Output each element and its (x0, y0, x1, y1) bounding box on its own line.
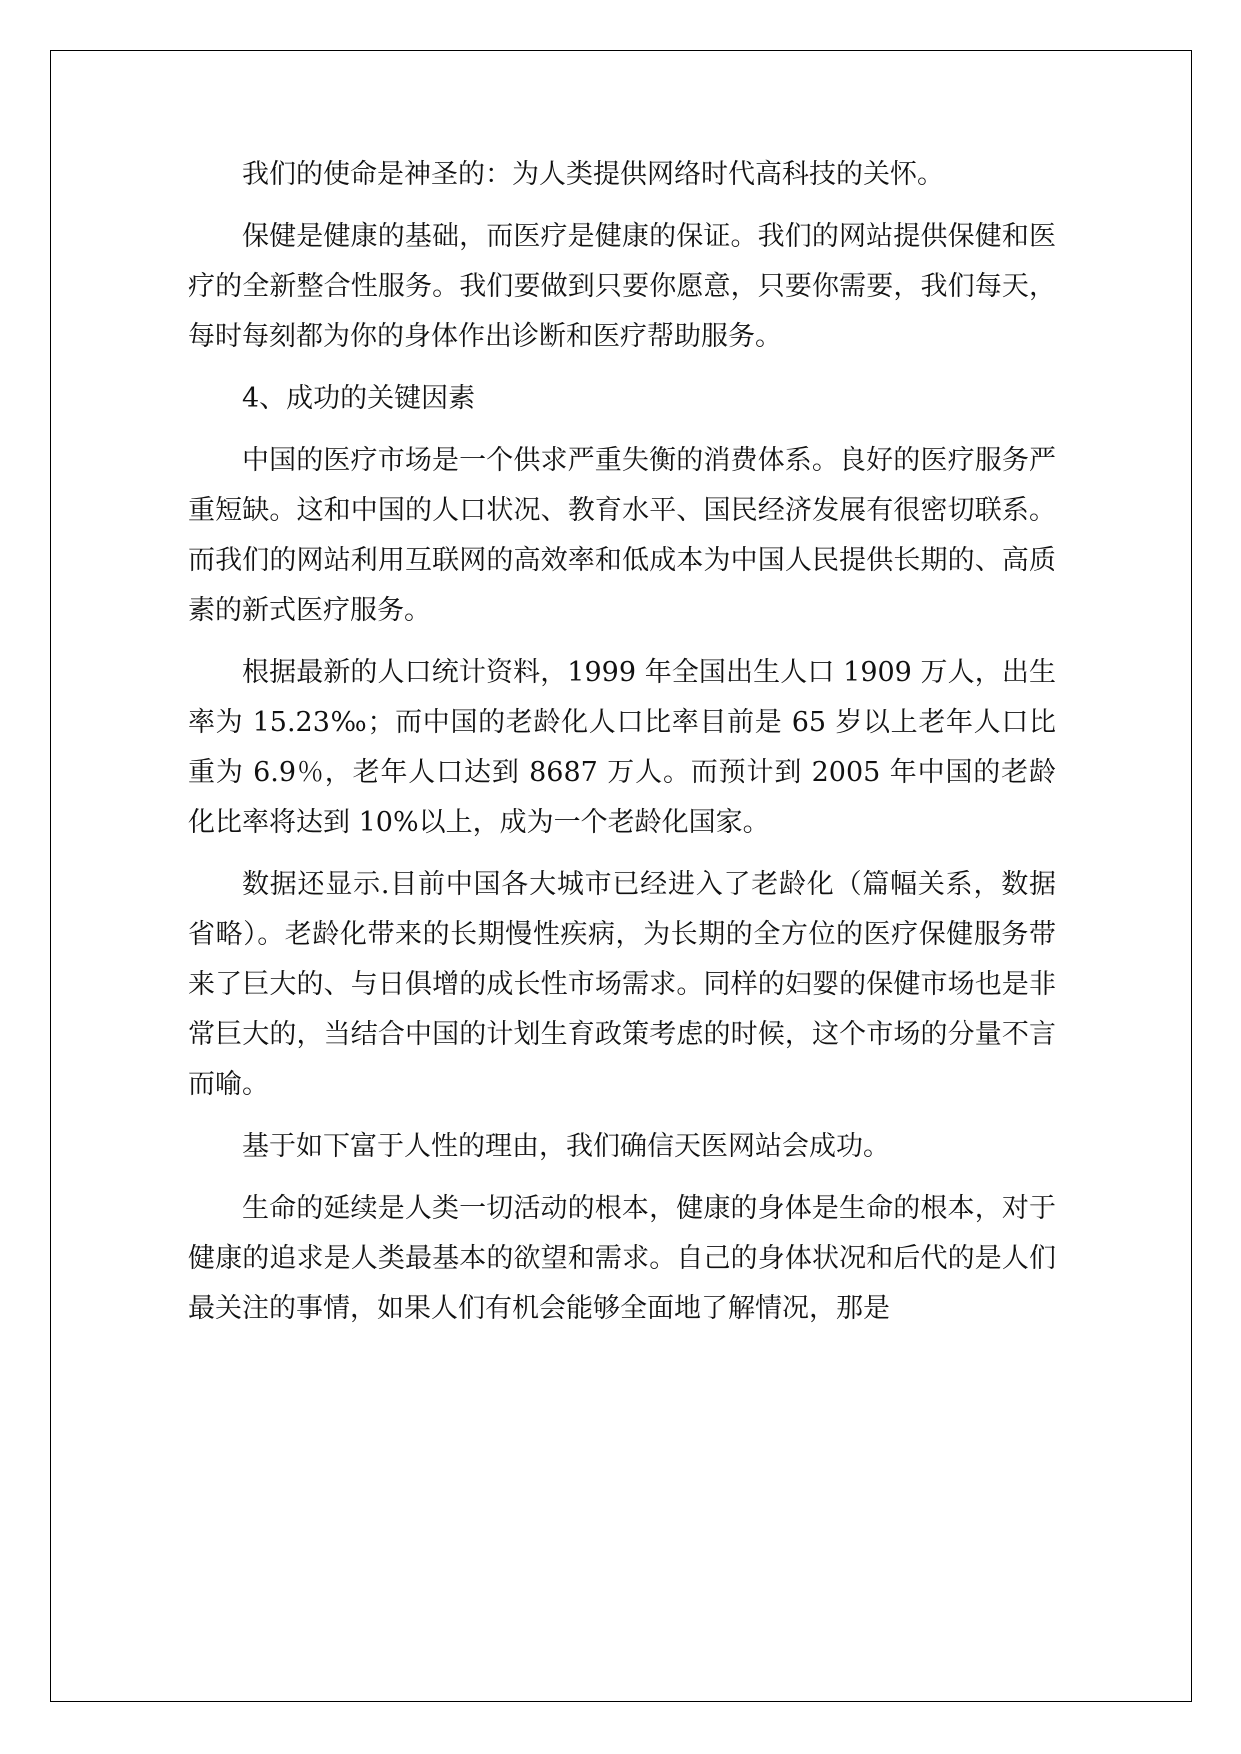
paragraph-health-services: 保健是健康的基础，而医疗是健康的保证。我们的网站提供保健和医疗的全新整合性服务。我们要做到只要你愿意，只要你需要，我们每天，每时每刻都为你的身体作出诊断和医疗帮助服务。 (188, 221, 1056, 352)
paragraph-aging-data: 数据还显示.目前中国各大城市已经进入了老龄化（篇幅关系，数据省略）。老龄化带来的长期慢性疾病，为长期的全方位的医疗保健服务带来了巨大的、与日俱增的成长性市场需求。同样的妇婴的保健市场也是非常巨大的，当结合中国的计划生育政策考虑的时候，这个市场的分量不言而喻。 (188, 869, 1056, 1100)
paragraph-life-and-health: 生命的延续是人类一切活动的根本，健康的身体是生命的根本，对于健康的追求是人类最基本的欲望和需求。自己的身体状况和后代的是人们最关注的事情，如果人们有机会能够全面地了解情况，那是 (188, 1193, 1056, 1324)
paragraph-mission: 我们的使命是神圣的：为人类提供网络时代高科技的关怀。 (242, 159, 944, 190)
section-heading-key-success-factors: 4、成功的关键因素 (242, 383, 476, 414)
paragraph-medical-market: 中国的医疗市场是一个供求严重失衡的消费体系。良好的医疗服务严重短缺。这和中国的人口状况、教育水平、国民经济发展有很密切联系。而我们的网站利用互联网的高效率和低成本为中国人民提供长期的、高质素的新式医疗服务。 (188, 445, 1056, 626)
document-body (188, 150, 1056, 1346)
paragraph-success-reasons: 基于如下富于人性的理由，我们确信天医网站会成功。 (242, 1131, 890, 1162)
paragraph-population-statistics: 根据最新的人口统计资料，1999 年全国出生人口 1909 万人，出生率为 15.23‰；而中国的老龄化人口比率目前是 65 岁以上老年人口比重为 6.9％，老年人口达到 8687 万人。而预计到 2005 年中国的老龄化比率将达到 10%以上，成为一个老龄化国家。 (188, 657, 1056, 838)
